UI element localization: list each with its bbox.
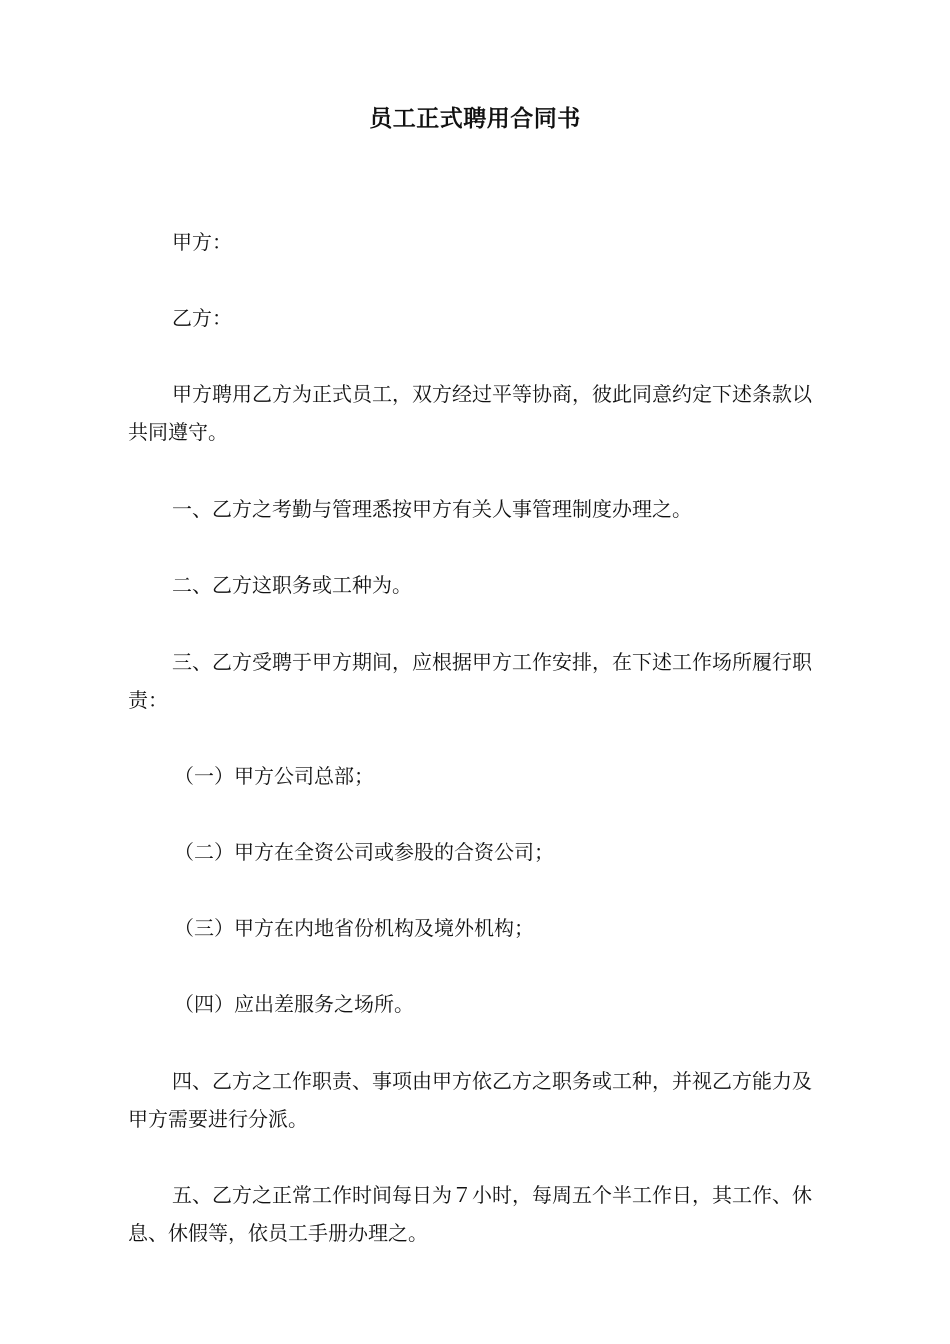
clause-3: 三、乙方受聘于甲方期间，应根据甲方工作安排，在下述工作场所履行职责： (128, 650, 812, 712)
clause-1: 一、乙方之考勤与管理悉按甲方有关人事管理制度办理之。 (172, 497, 692, 521)
clause-3-item-3: （三）甲方在内地省份机构及境外机构； (174, 916, 534, 940)
clause-2: 二、乙方这职务或工种为。 (172, 573, 412, 597)
clause-3-item-2: （二）甲方在全资公司或参股的合资公司； (174, 840, 554, 864)
clause-4: 四、乙方之工作职责、事项由甲方依乙方之职务或工种，并视乙方能力及甲方需要进行分派。 (128, 1069, 812, 1131)
intro-paragraph: 甲方聘用乙方为正式员工，双方经过平等协商，彼此同意约定下述条款以共同遵守。 (128, 382, 812, 444)
party-a-line: 甲方： (172, 230, 232, 254)
party-b-line: 乙方： (172, 306, 232, 330)
clause-3-item-1: （一）甲方公司总部； (174, 764, 374, 788)
clause-3-item-4: （四）应出差服务之场所。 (174, 992, 414, 1016)
document-title: 员工正式聘用合同书 (369, 106, 581, 132)
clause-5: 五、乙方之正常工作时间每日为７小时，每周五个半工作日，其工作、休息、休假等，依员工手册办理之。 (128, 1183, 812, 1245)
